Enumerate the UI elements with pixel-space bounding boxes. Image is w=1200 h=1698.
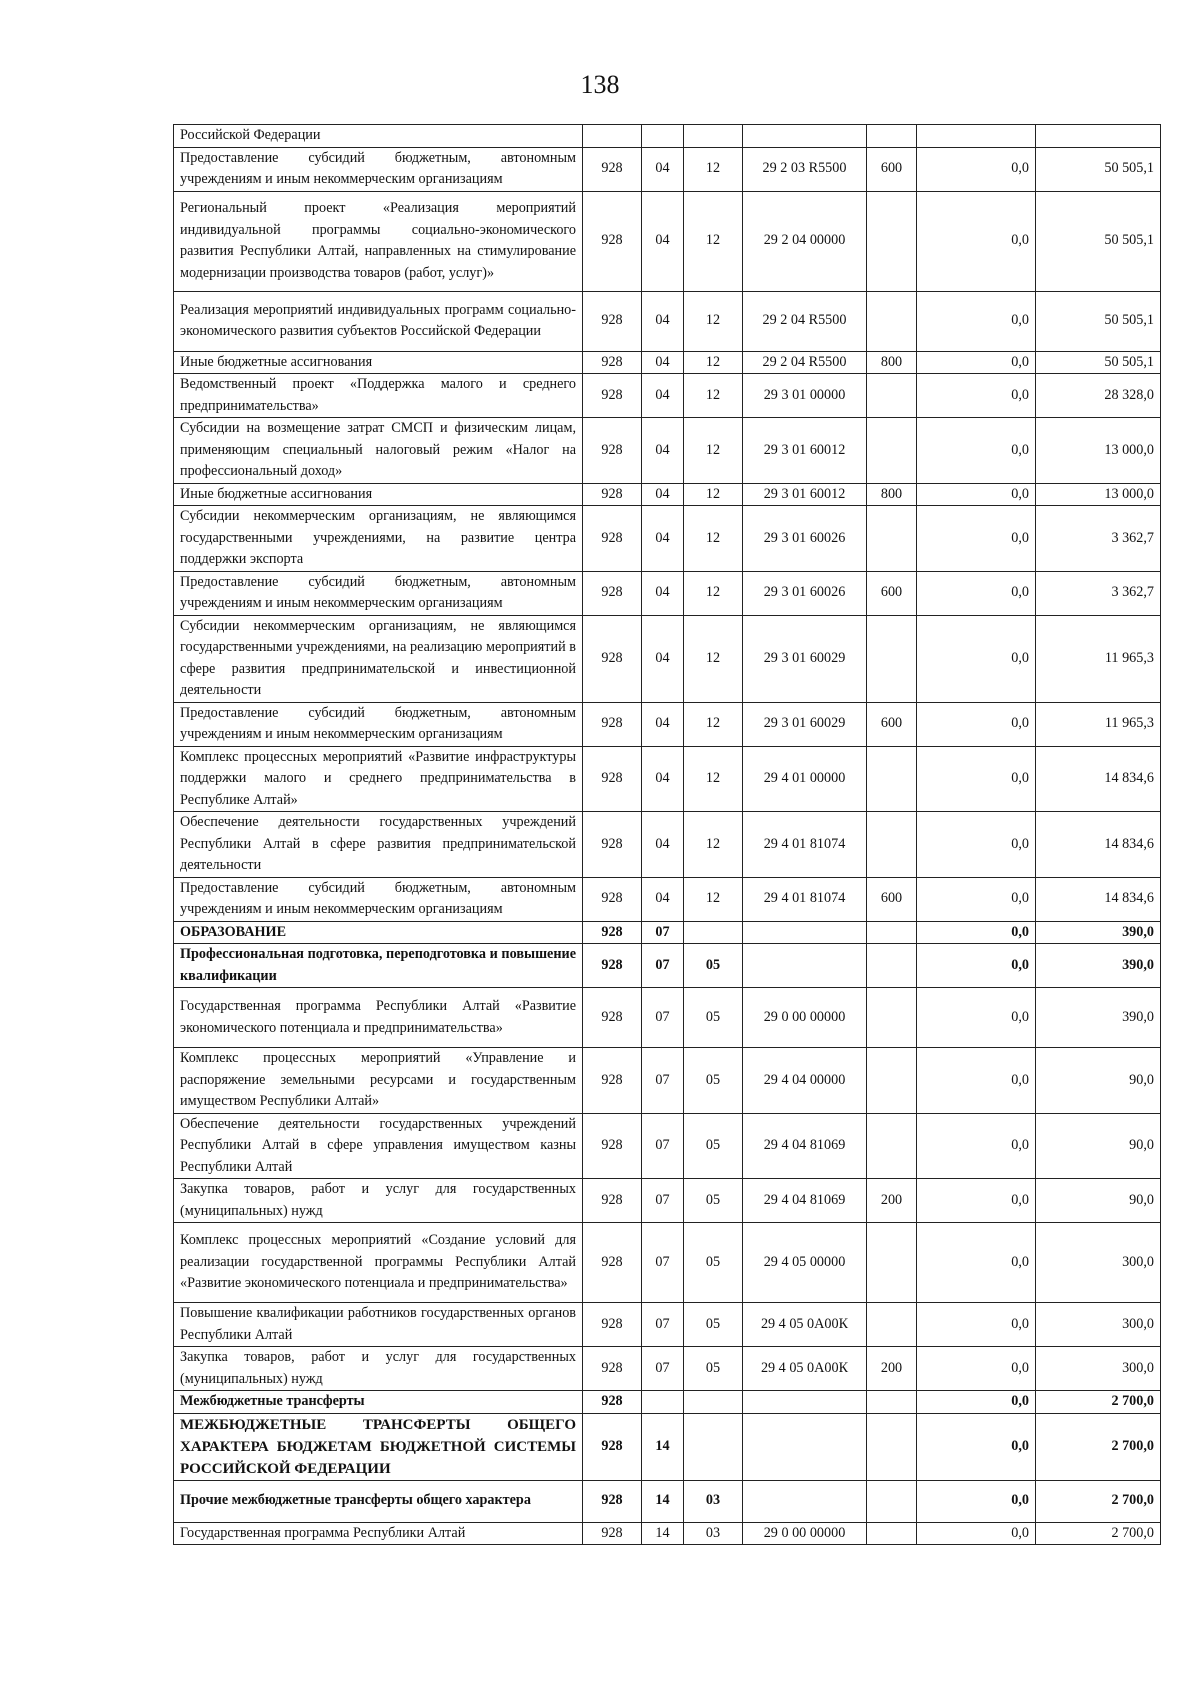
target-article-cell: 29 2 04 R5500: [743, 291, 867, 351]
ved-code-cell: 928: [583, 418, 642, 484]
target-article-cell: 29 3 01 60026: [743, 506, 867, 572]
expense-type-cell: [867, 1480, 917, 1522]
ved-code-cell: 928: [583, 506, 642, 572]
amount-2-cell: [1036, 125, 1161, 148]
expense-type-cell: 600: [867, 571, 917, 615]
section-code-cell: 04: [642, 702, 684, 746]
row-name-cell: Обеспечение деятельности государственных учреждений Республики Алтай в сфере управления имуществом казны Республики Алтай: [174, 1113, 583, 1179]
table-row: [174, 571, 1161, 615]
target-article-cell: [743, 944, 867, 988]
budget-table: [173, 124, 1161, 1545]
table-row: [174, 746, 1161, 812]
subsection-code-cell: [684, 921, 743, 944]
row-name-cell: ОБРАЗОВАНИЕ: [174, 921, 583, 944]
row-name-cell: Профессиональная подготовка, переподготовка и повышение квалификации: [174, 944, 583, 988]
subsection-code-cell: 12: [684, 483, 743, 506]
section-code-cell: 07: [642, 921, 684, 944]
amount-1-cell: 0,0: [917, 746, 1036, 812]
amount-1-cell: 0,0: [917, 1522, 1036, 1545]
row-name-cell: МЕЖБЮДЖЕТНЫЕ ТРАНСФЕРТЫ ОБЩЕГО ХАРАКТЕРА БЮДЖЕТАМ БЮДЖЕТНОЙ СИСТЕМЫ РОССИЙСКОЙ ФЕДЕРАЦИИ: [174, 1413, 583, 1480]
section-code-cell: 04: [642, 351, 684, 374]
ved-code-cell: 928: [583, 1048, 642, 1114]
amount-1-cell: 0,0: [917, 351, 1036, 374]
ved-code-cell: 928: [583, 571, 642, 615]
subsection-code-cell: 05: [684, 988, 743, 1048]
row-name-cell: Российской Федерации: [174, 125, 583, 148]
row-name-cell: Государственная программа Республики Алтай: [174, 1522, 583, 1545]
expense-type-cell: 800: [867, 351, 917, 374]
row-name-cell: Субсидии на возмещение затрат СМСП и физическим лицам, применяющим специальный налоговый режим «Налог на профессиональный доход»: [174, 418, 583, 484]
row-name-cell: Ведомственный проект «Поддержка малого и среднего предпринимательства»: [174, 374, 583, 418]
amount-1-cell: 0,0: [917, 191, 1036, 291]
amount-1-cell: 0,0: [917, 374, 1036, 418]
subsection-code-cell: 12: [684, 374, 743, 418]
row-name-cell: Предоставление субсидий бюджетным, автономным учреждениям и иным некоммерческим организациям: [174, 571, 583, 615]
target-article-cell: 29 3 01 60012: [743, 483, 867, 506]
ved-code-cell: 928: [583, 374, 642, 418]
ved-code-cell: 928: [583, 702, 642, 746]
ved-code-cell: 928: [583, 1179, 642, 1223]
amount-2-cell: 50 505,1: [1036, 291, 1161, 351]
amount-1-cell: 0,0: [917, 615, 1036, 702]
section-code-cell: 04: [642, 147, 684, 191]
subsection-code-cell: 05: [684, 1179, 743, 1223]
ved-code-cell: 928: [583, 1347, 642, 1391]
page-number: 138: [580, 70, 620, 99]
target-article-cell: 29 4 01 81074: [743, 877, 867, 921]
row-name-cell: Субсидии некоммерческим организациям, не являющимся государственными учреждениями, на реализацию мероприятий в сфере развития предпринимательской и инвестиционной деятельности: [174, 615, 583, 702]
table-row: [174, 147, 1161, 191]
ved-code-cell: 928: [583, 483, 642, 506]
amount-2-cell: 90,0: [1036, 1179, 1161, 1223]
subsection-code-cell: 12: [684, 191, 743, 291]
row-name-cell: Повышение квалификации работников государственных органов Республики Алтай: [174, 1303, 583, 1347]
row-name-cell: Закупка товаров, работ и услуг для государственных (муниципальных) нужд: [174, 1347, 583, 1391]
ved-code-cell: 928: [583, 944, 642, 988]
row-name-cell: Комплекс процессных мероприятий «Создание условий для реализации государственной программы Республики Алтай «Развитие экономического потенциала и предпринимательства»: [174, 1223, 583, 1303]
expense-type-cell: 600: [867, 877, 917, 921]
amount-1-cell: 0,0: [917, 1223, 1036, 1303]
subsection-code-cell: [684, 1391, 743, 1414]
amount-1-cell: 0,0: [917, 988, 1036, 1048]
target-article-cell: 29 4 05 0А00К: [743, 1303, 867, 1347]
amount-2-cell: 300,0: [1036, 1303, 1161, 1347]
ved-code-cell: 928: [583, 1480, 642, 1522]
amount-1-cell: [917, 125, 1036, 148]
amount-2-cell: 300,0: [1036, 1347, 1161, 1391]
subsection-code-cell: 12: [684, 877, 743, 921]
table-row: [174, 506, 1161, 572]
amount-2-cell: 90,0: [1036, 1113, 1161, 1179]
subsection-code-cell: [684, 125, 743, 148]
section-code-cell: 14: [642, 1480, 684, 1522]
amount-2-cell: 50 505,1: [1036, 191, 1161, 291]
target-article-cell: 29 4 05 0А00К: [743, 1347, 867, 1391]
target-article-cell: 29 3 01 60026: [743, 571, 867, 615]
expense-type-cell: [867, 615, 917, 702]
row-name-cell: Комплекс процессных мероприятий «Управление и распоряжение земельными ресурсами и государственным имуществом Республики Алтай»: [174, 1048, 583, 1114]
ved-code-cell: 928: [583, 147, 642, 191]
subsection-code-cell: 12: [684, 571, 743, 615]
target-article-cell: 29 4 01 00000: [743, 746, 867, 812]
amount-1-cell: 0,0: [917, 1391, 1036, 1414]
target-article-cell: 29 4 04 81069: [743, 1179, 867, 1223]
ved-code-cell: 928: [583, 1413, 642, 1480]
amount-2-cell: 13 000,0: [1036, 418, 1161, 484]
expense-type-cell: 600: [867, 702, 917, 746]
section-code-cell: 07: [642, 988, 684, 1048]
section-code-cell: [642, 125, 684, 148]
expense-type-cell: [867, 988, 917, 1048]
amount-1-cell: 0,0: [917, 877, 1036, 921]
amount-1-cell: 0,0: [917, 147, 1036, 191]
amount-2-cell: 50 505,1: [1036, 351, 1161, 374]
table-row: [174, 1413, 1161, 1480]
amount-1-cell: 0,0: [917, 1303, 1036, 1347]
target-article-cell: 29 4 05 00000: [743, 1223, 867, 1303]
expense-type-cell: [867, 506, 917, 572]
expense-type-cell: [867, 1522, 917, 1545]
section-code-cell: 14: [642, 1413, 684, 1480]
subsection-code-cell: 12: [684, 702, 743, 746]
target-article-cell: 29 3 01 60029: [743, 702, 867, 746]
subsection-code-cell: 05: [684, 1113, 743, 1179]
amount-1-cell: 0,0: [917, 921, 1036, 944]
table-row: [174, 921, 1161, 944]
amount-2-cell: 2 700,0: [1036, 1391, 1161, 1414]
amount-1-cell: 0,0: [917, 944, 1036, 988]
table-row: [174, 877, 1161, 921]
amount-1-cell: 0,0: [917, 483, 1036, 506]
ved-code-cell: 928: [583, 877, 642, 921]
amount-2-cell: 11 965,3: [1036, 702, 1161, 746]
subsection-code-cell: 05: [684, 1347, 743, 1391]
expense-type-cell: 200: [867, 1179, 917, 1223]
section-code-cell: 04: [642, 483, 684, 506]
table-row: [174, 1347, 1161, 1391]
subsection-code-cell: 12: [684, 351, 743, 374]
row-name-cell: Реализация мероприятий индивидуальных программ социально-экономического развития субъектов Российской Федерации: [174, 291, 583, 351]
amount-1-cell: 0,0: [917, 418, 1036, 484]
section-code-cell: 07: [642, 1223, 684, 1303]
expense-type-cell: [867, 921, 917, 944]
section-code-cell: 14: [642, 1522, 684, 1545]
amount-2-cell: 300,0: [1036, 1223, 1161, 1303]
amount-1-cell: 0,0: [917, 812, 1036, 878]
row-name-cell: Межбюджетные трансферты: [174, 1391, 583, 1414]
section-code-cell: 04: [642, 571, 684, 615]
ved-code-cell: [583, 125, 642, 148]
row-name-cell: Предоставление субсидий бюджетным, автономным учреждениям и иным некоммерческим организациям: [174, 702, 583, 746]
ved-code-cell: 928: [583, 351, 642, 374]
amount-2-cell: 390,0: [1036, 988, 1161, 1048]
table-row: [174, 1391, 1161, 1414]
ved-code-cell: 928: [583, 191, 642, 291]
section-code-cell: 04: [642, 812, 684, 878]
table-row: [174, 1179, 1161, 1223]
table-row: [174, 1522, 1161, 1545]
amount-2-cell: 390,0: [1036, 944, 1161, 988]
amount-1-cell: 0,0: [917, 1113, 1036, 1179]
ved-code-cell: 928: [583, 1223, 642, 1303]
expense-type-cell: [867, 125, 917, 148]
table-row: [174, 483, 1161, 506]
amount-2-cell: 3 362,7: [1036, 506, 1161, 572]
table-row: [174, 125, 1161, 148]
expense-type-cell: [867, 374, 917, 418]
table-row: [174, 191, 1161, 291]
ved-code-cell: 928: [583, 1522, 642, 1545]
section-code-cell: 04: [642, 877, 684, 921]
section-code-cell: 07: [642, 1303, 684, 1347]
row-name-cell: Региональный проект «Реализация мероприятий индивидуальной программы социально-экономического развития Республики Алтай, направленных на стимулирование модернизации производства товаров (работ, услуг)»: [174, 191, 583, 291]
row-name-cell: Прочие межбюджетные трансферты общего характера: [174, 1480, 583, 1522]
expense-type-cell: [867, 944, 917, 988]
target-article-cell: 29 0 00 00000: [743, 1522, 867, 1545]
table-row: [174, 291, 1161, 351]
ved-code-cell: 928: [583, 1113, 642, 1179]
expense-type-cell: [867, 812, 917, 878]
table-row: [174, 351, 1161, 374]
amount-2-cell: 13 000,0: [1036, 483, 1161, 506]
target-article-cell: [743, 1413, 867, 1480]
subsection-code-cell: [684, 1413, 743, 1480]
amount-1-cell: 0,0: [917, 1480, 1036, 1522]
section-code-cell: 04: [642, 418, 684, 484]
table-row: [174, 944, 1161, 988]
section-code-cell: 07: [642, 1113, 684, 1179]
section-code-cell: 04: [642, 374, 684, 418]
ved-code-cell: 928: [583, 1303, 642, 1347]
row-name-cell: Иные бюджетные ассигнования: [174, 351, 583, 374]
row-name-cell: Обеспечение деятельности государственных учреждений Республики Алтай в сфере развития предпринимательской деятельности: [174, 812, 583, 878]
section-code-cell: 04: [642, 506, 684, 572]
amount-2-cell: 14 834,6: [1036, 812, 1161, 878]
subsection-code-cell: 05: [684, 944, 743, 988]
expense-type-cell: [867, 1223, 917, 1303]
expense-type-cell: [867, 191, 917, 291]
amount-1-cell: 0,0: [917, 702, 1036, 746]
amount-2-cell: 11 965,3: [1036, 615, 1161, 702]
section-code-cell: 04: [642, 291, 684, 351]
ved-code-cell: 928: [583, 1391, 642, 1414]
amount-1-cell: 0,0: [917, 1347, 1036, 1391]
target-article-cell: [743, 1480, 867, 1522]
expense-type-cell: [867, 746, 917, 812]
amount-1-cell: 0,0: [917, 1179, 1036, 1223]
section-code-cell: 07: [642, 944, 684, 988]
subsection-code-cell: 05: [684, 1048, 743, 1114]
amount-2-cell: 50 505,1: [1036, 147, 1161, 191]
subsection-code-cell: 12: [684, 147, 743, 191]
table-row: [174, 1303, 1161, 1347]
target-article-cell: 29 4 01 81074: [743, 812, 867, 878]
table-body: [174, 125, 1161, 1545]
ved-code-cell: 928: [583, 921, 642, 944]
target-article-cell: [743, 1391, 867, 1414]
target-article-cell: 29 2 04 00000: [743, 191, 867, 291]
amount-1-cell: 0,0: [917, 571, 1036, 615]
table-row: [174, 1223, 1161, 1303]
row-name-cell: Иные бюджетные ассигнования: [174, 483, 583, 506]
section-code-cell: 07: [642, 1347, 684, 1391]
amount-2-cell: 2 700,0: [1036, 1522, 1161, 1545]
amount-2-cell: 28 328,0: [1036, 374, 1161, 418]
section-code-cell: 04: [642, 746, 684, 812]
subsection-code-cell: 12: [684, 291, 743, 351]
subsection-code-cell: 12: [684, 615, 743, 702]
amount-2-cell: 2 700,0: [1036, 1413, 1161, 1480]
ved-code-cell: 928: [583, 291, 642, 351]
section-code-cell: 07: [642, 1179, 684, 1223]
ved-code-cell: 928: [583, 812, 642, 878]
target-article-cell: [743, 921, 867, 944]
target-article-cell: 29 2 04 R5500: [743, 351, 867, 374]
amount-2-cell: 2 700,0: [1036, 1480, 1161, 1522]
table-row: [174, 812, 1161, 878]
table-row: [174, 1113, 1161, 1179]
table-row: [174, 702, 1161, 746]
row-name-cell: Субсидии некоммерческим организациям, не являющимся государственными учреждениями, на развитие центра поддержки экспорта: [174, 506, 583, 572]
expense-type-cell: 600: [867, 147, 917, 191]
amount-2-cell: 90,0: [1036, 1048, 1161, 1114]
row-name-cell: Закупка товаров, работ и услуг для государственных (муниципальных) нужд: [174, 1179, 583, 1223]
section-code-cell: [642, 1391, 684, 1414]
table-row: [174, 615, 1161, 702]
section-code-cell: 04: [642, 191, 684, 291]
expense-type-cell: 800: [867, 483, 917, 506]
ved-code-cell: 928: [583, 988, 642, 1048]
subsection-code-cell: 05: [684, 1303, 743, 1347]
amount-2-cell: 3 362,7: [1036, 571, 1161, 615]
expense-type-cell: [867, 1113, 917, 1179]
amount-2-cell: 14 834,6: [1036, 877, 1161, 921]
subsection-code-cell: 03: [684, 1480, 743, 1522]
target-article-cell: 29 4 04 00000: [743, 1048, 867, 1114]
target-article-cell: 29 3 01 60012: [743, 418, 867, 484]
expense-type-cell: 200: [867, 1347, 917, 1391]
subsection-code-cell: 12: [684, 506, 743, 572]
target-article-cell: 29 4 04 81069: [743, 1113, 867, 1179]
target-article-cell: 29 3 01 60029: [743, 615, 867, 702]
row-name-cell: Предоставление субсидий бюджетным, автономным учреждениям и иным некоммерческим организациям: [174, 877, 583, 921]
table-row: [174, 1048, 1161, 1114]
subsection-code-cell: 05: [684, 1223, 743, 1303]
amount-1-cell: 0,0: [917, 1413, 1036, 1480]
expense-type-cell: [867, 1303, 917, 1347]
table-row: [174, 374, 1161, 418]
expense-type-cell: [867, 1391, 917, 1414]
expense-type-cell: [867, 291, 917, 351]
ved-code-cell: 928: [583, 615, 642, 702]
table-row: [174, 418, 1161, 484]
expense-type-cell: [867, 1413, 917, 1480]
amount-1-cell: 0,0: [917, 1048, 1036, 1114]
amount-2-cell: 14 834,6: [1036, 746, 1161, 812]
subsection-code-cell: 12: [684, 812, 743, 878]
table-row: [174, 1480, 1161, 1522]
expense-type-cell: [867, 418, 917, 484]
section-code-cell: 07: [642, 1048, 684, 1114]
subsection-code-cell: 12: [684, 746, 743, 812]
row-name-cell: Комплекс процессных мероприятий «Развитие инфраструктуры поддержки малого и среднего предпринимательства в Республике Алтай»: [174, 746, 583, 812]
amount-1-cell: 0,0: [917, 506, 1036, 572]
table-row: [174, 988, 1161, 1048]
row-name-cell: Предоставление субсидий бюджетным, автономным учреждениям и иным некоммерческим организациям: [174, 147, 583, 191]
amount-2-cell: 390,0: [1036, 921, 1161, 944]
target-article-cell: 29 2 03 R5500: [743, 147, 867, 191]
section-code-cell: 04: [642, 615, 684, 702]
target-article-cell: 29 0 00 00000: [743, 988, 867, 1048]
subsection-code-cell: 03: [684, 1522, 743, 1545]
target-article-cell: 29 3 01 00000: [743, 374, 867, 418]
target-article-cell: [743, 125, 867, 148]
row-name-cell: Государственная программа Республики Алтай «Развитие экономического потенциала и предпринимательства»: [174, 988, 583, 1048]
subsection-code-cell: 12: [684, 418, 743, 484]
amount-1-cell: 0,0: [917, 291, 1036, 351]
ved-code-cell: 928: [583, 746, 642, 812]
expense-type-cell: [867, 1048, 917, 1114]
